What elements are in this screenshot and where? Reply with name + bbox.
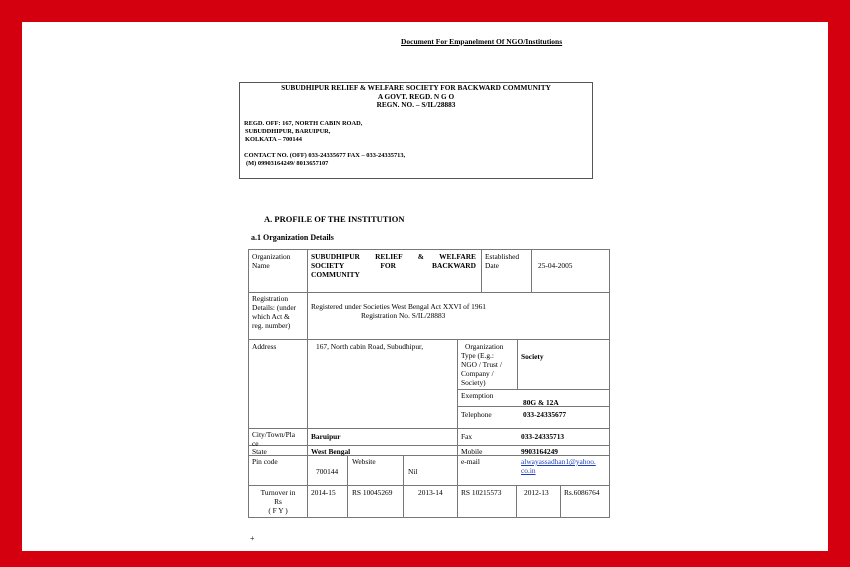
table-rule (516, 485, 517, 517)
state-label: State (252, 447, 267, 456)
letterhead-govt-regd: A GOVT. REGD. N G O (377, 91, 455, 101)
registration-value: Registered under Societies West Bengal Act XXVI of 1961 Registration No. S/IL/28883 (311, 302, 486, 320)
table-rule (248, 292, 610, 293)
mobile-label: Mobile (461, 447, 483, 456)
letterhead-office-line-3: KOLKATA – 700144 (245, 136, 302, 143)
table-rule (517, 339, 518, 389)
registration-label: Registration Details: (under which Act & reg. number) (252, 294, 297, 330)
fax-value: 033-24335713 (521, 432, 565, 441)
telephone-label: Telephone (461, 410, 492, 419)
page-mark: + (250, 534, 255, 543)
section-heading-profile: A. PROFILE OF THE INSTITUTION (264, 214, 405, 224)
exemption-label: Exemption (461, 391, 494, 400)
website-label: Website (352, 457, 376, 466)
telephone-value: 033-24335677 (523, 410, 567, 419)
pin-code-label: Pin code (252, 457, 278, 466)
table-rule (248, 249, 249, 517)
address-value: 167, North cabin Road, Subudhipur, (316, 342, 424, 351)
table-rule (609, 249, 610, 517)
table-rule (457, 389, 610, 390)
letterhead-contact-line-1: CONTACT NO. (OFF) 033-24335677 FAX – 033-24335713, (244, 152, 406, 159)
letterhead-office-line-1: REGD. OFF: 167, NORTH CABIN ROAD, (244, 120, 363, 127)
fax-label: Fax (461, 432, 473, 441)
established-date-value: 25-04-2005 (538, 261, 573, 270)
document-title: Document For Empanelment Of NGO/Institutions (401, 37, 563, 46)
address-label: Address (252, 342, 277, 351)
table-rule (248, 485, 610, 486)
pin-code-value: 700144 (316, 467, 339, 476)
table-rule (307, 249, 308, 517)
org-name-value: SUBUDHIPUR RELIEF & WELFARE SOCIETY FOR BACKWARD COMMUNITY (311, 252, 476, 279)
mobile-value: 9903164249 (521, 447, 558, 456)
org-type-label: Organization Type (E.g.: NGO / Trust / Company / Society) (461, 342, 504, 387)
table-rule (248, 517, 610, 518)
organization-details-table (248, 249, 610, 517)
turnover-amount: Rs.6086764 (564, 488, 600, 497)
exemption-value: 80G & 12A (523, 398, 559, 407)
established-date-label: Established Date (485, 252, 520, 270)
city-label: City/Town/Pla ce (252, 430, 296, 448)
org-type-value: Society (521, 352, 544, 361)
email-label: e-mail (461, 457, 480, 466)
turnover-label: Turnover in Rs ( F Y ) (260, 488, 296, 515)
table-rule (531, 249, 532, 292)
turnover-year: 2013-14 (418, 488, 443, 497)
table-rule (248, 428, 610, 429)
table-rule (457, 485, 458, 517)
table-rule (457, 339, 458, 485)
letterhead-org-name: SUBUDHIPUR RELIEF & WELFARE SOCIETY FOR BACKWARD COMMUNITY (281, 83, 551, 92)
letterhead-regn-no: REGN. NO. – S/IL/28883 (376, 100, 456, 109)
turnover-year: 2012-13 (524, 488, 549, 497)
letterhead-box (239, 82, 593, 179)
table-rule (403, 455, 404, 517)
letterhead-office-line-2: SUBUDDHIPUR, BARUIPUR, (245, 128, 331, 135)
website-value: Nil (408, 467, 418, 476)
subsection-heading-org-details: a.1 Organization Details (251, 233, 334, 242)
table-rule (248, 339, 610, 340)
table-rule (560, 485, 561, 517)
table-rule (481, 249, 482, 292)
document-page (22, 22, 828, 551)
state-value: West Bengal (311, 447, 351, 456)
table-rule (248, 445, 610, 446)
turnover-amount: RS 10045269 (352, 488, 393, 497)
city-value: Baruipur (311, 432, 341, 441)
turnover-year: 2014-15 (311, 488, 336, 497)
org-name-label: Organization Name (252, 252, 291, 270)
email-link[interactable]: alwayassadhan1@yahoo. co.in (521, 457, 596, 475)
turnover-amount: RS 10215573 (461, 488, 502, 497)
letterhead-contact-line-2: (M) 09903164249/ 8013657107 (246, 160, 329, 167)
table-rule (248, 249, 610, 250)
table-rule (347, 455, 348, 517)
